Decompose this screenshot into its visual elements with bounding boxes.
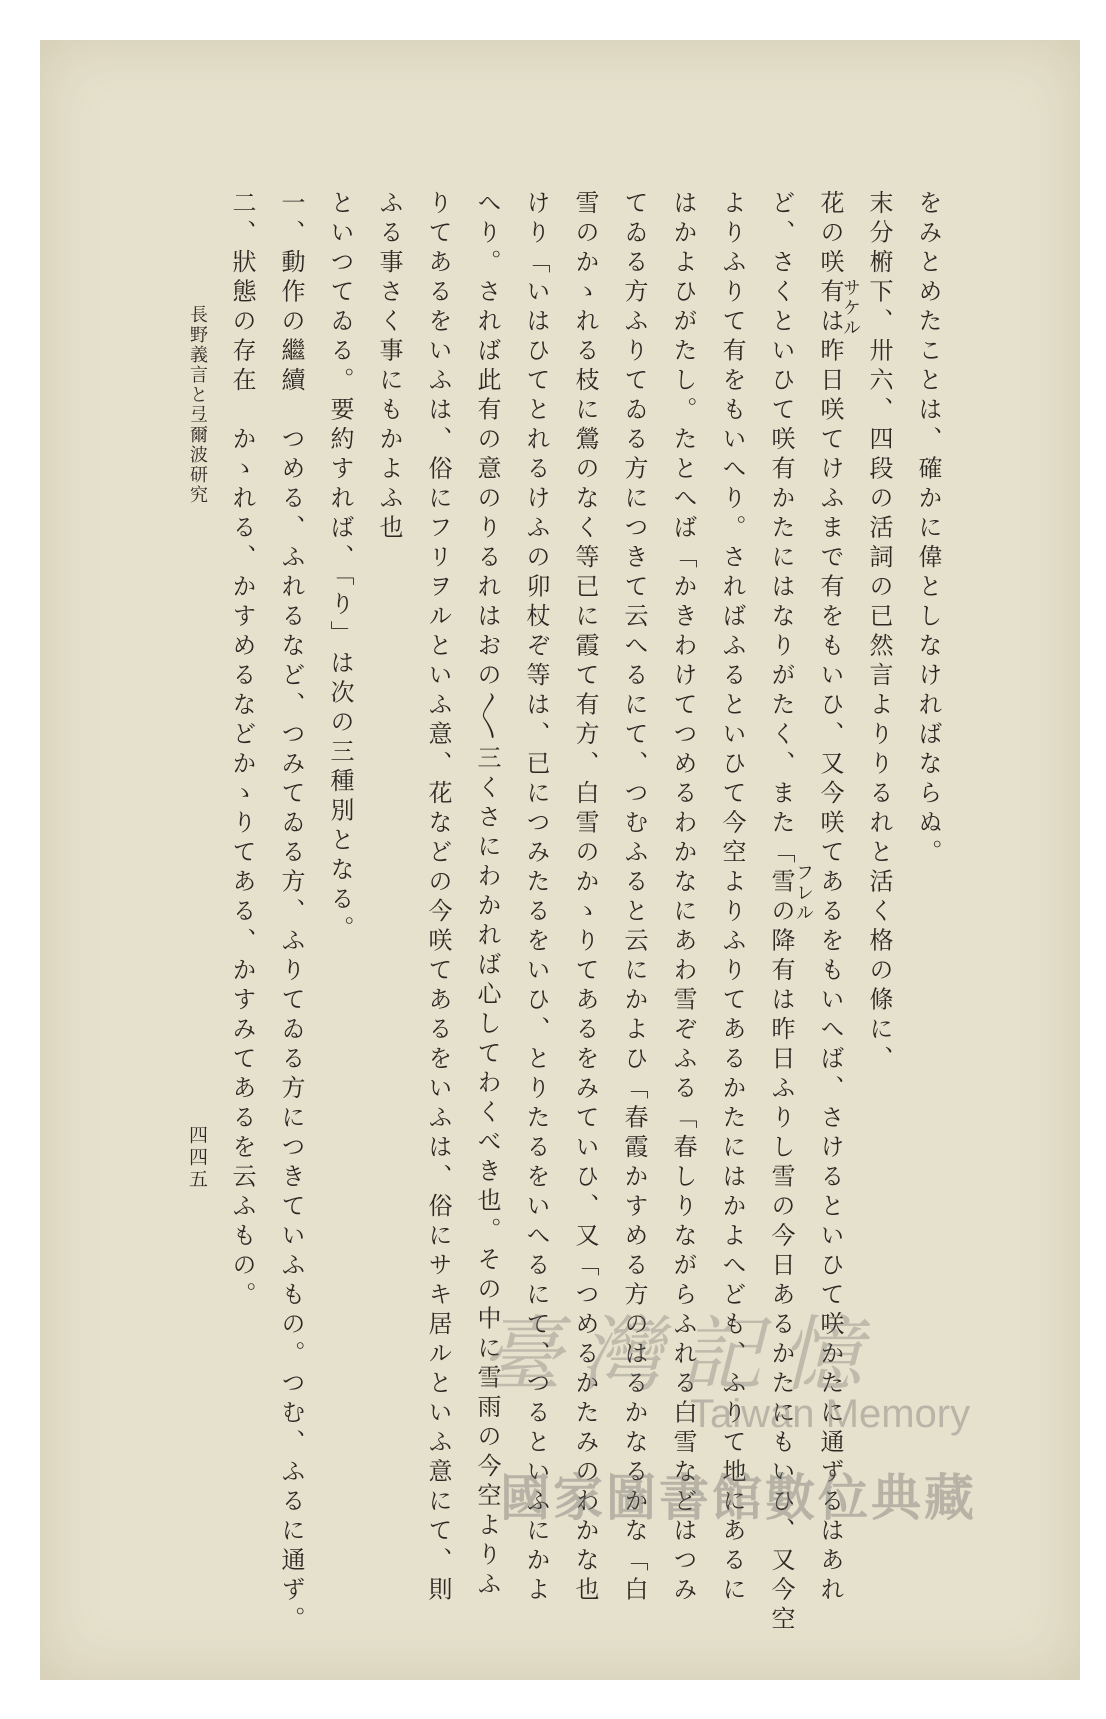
watermark-logo: 臺灣記憶 — [480, 1308, 880, 1403]
text-column-8: 雪のかゝれる枝に鶯のなく等已に霞て有方、白雪のかゝりてあるをみていひ、又「つめるかたみのわかな也 — [571, 190, 599, 1606]
text-column-5: よりふりて有をもいへり。さればふるといひて今空よりふりてあるかたにはかよへども、ふりて地にあるに — [718, 190, 746, 1606]
text-column-4: ど、さくといひて咲有かたにはなりがたく、また「雪の降有は昨日ふりし雪の今日あるかたにもいひ、又今空 — [767, 190, 795, 1636]
text-column-11: りてあるをいふは、俗にフリヲルといふ意、花などの今咲てあるをいふは、俗にサキ居ルといふ意にて、則 — [424, 190, 452, 1606]
text-column-15: 二、狀態の存在 かゝれる、かすめるなどかゝりてある、かすみてあるを云ふもの。 — [228, 190, 256, 1311]
text-column-14: 一、動作の繼續 つめる、ふれるなど、つみてゐる方、ふりてゐる方につきていふもの。つむ、ふるに通ず。 — [277, 190, 305, 1636]
text-column-1: をみとめたことは、確かに偉としなければならぬ。 — [914, 190, 942, 869]
text-column-6: はかよひがたし。たとへば「かきわけてつめるわかなにあわ雪ぞふる「春しりながらふれる白雪などはつみ — [669, 190, 697, 1606]
text-column-9: けり「いはひてとれるけふの卯杖ぞ等は、已につみたるをいひ、とりたるをいへるにて、つるといふにかよ — [522, 190, 550, 1606]
furigana-sakeru: サケル — [840, 278, 861, 338]
text-column-13: といつてゐる。要約すれば、「り」は次の三種別となる。 — [326, 190, 354, 945]
text-column-3: 花の咲有は昨日咲てけふまで有をもいひ、又今咲てあるをもいへば、さけるといひて咲かたに通ずるはあれ — [816, 190, 844, 1606]
text-column-2: 末分椨下、卅六、四段の活詞の已然言よりりるれと活く格の條に、 — [865, 190, 893, 1075]
text-column-7: てゐる方ふりてゐる方につきて云へるにて、つむふると云にかよひ「春霞かすめる方のはるかなるかな「白 — [620, 190, 648, 1606]
watermark-english: Taiwan Memory — [690, 1392, 971, 1436]
watermark-institution: 國家圖書館數位典藏 — [500, 1469, 977, 1527]
furigana-fureru: フレル — [793, 863, 814, 923]
text-column-12: ふる事さく事にもかよふ也 — [375, 190, 403, 544]
page-number: 四四五 — [186, 1125, 208, 1191]
running-head: 長野義言と弖爾波研究 — [187, 305, 208, 505]
text-column-10: へり。されば此有の意のりるれはおの〳〵三くさにわかれば心してわくべき也。その中に雪雨の今空よりふ — [473, 190, 501, 1601]
